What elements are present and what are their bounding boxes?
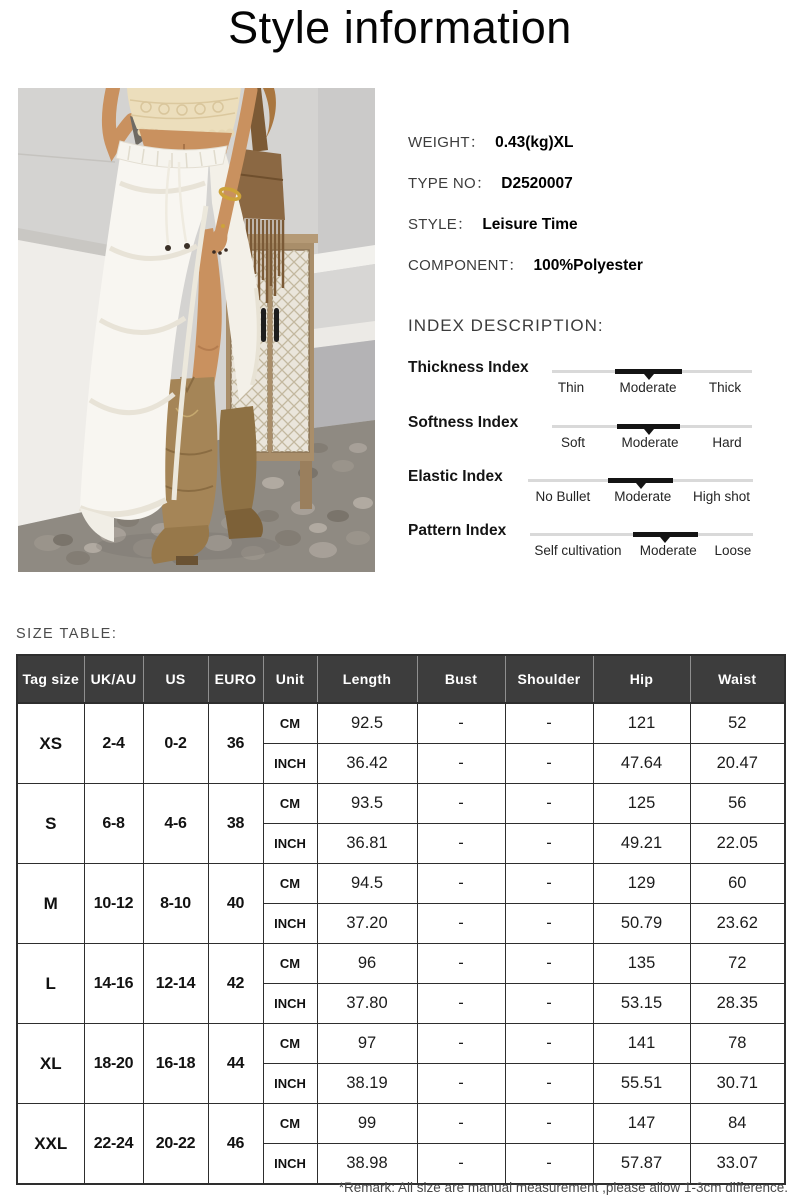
shoulder-cell: - bbox=[505, 864, 593, 904]
shoulder-cell: - bbox=[505, 984, 593, 1024]
bust-cell: - bbox=[417, 984, 505, 1024]
length-cell: 36.81 bbox=[317, 824, 417, 864]
spec-value: 0.43(kg)XL bbox=[495, 134, 574, 151]
length-cell: 38.98 bbox=[317, 1144, 417, 1185]
us-cell: 8-10 bbox=[143, 864, 208, 944]
table-row bbox=[17, 1104, 785, 1144]
length-cell: 92.5 bbox=[317, 703, 417, 744]
index-label: Softness Index bbox=[408, 414, 519, 431]
size-group-xxl bbox=[17, 1104, 785, 1185]
spec-component bbox=[408, 254, 643, 275]
tag-size-cell: M bbox=[17, 864, 84, 944]
spec-type-no bbox=[408, 172, 573, 193]
product-info-panel bbox=[408, 0, 786, 590]
index-slider bbox=[530, 520, 753, 566]
bust-cell: - bbox=[417, 784, 505, 824]
size-group-s bbox=[17, 784, 785, 864]
index-label: Pattern Index bbox=[408, 522, 507, 539]
col-unit: Unit bbox=[263, 655, 317, 703]
hip-cell: 129 bbox=[593, 864, 690, 904]
slider-option: Loose bbox=[714, 543, 752, 558]
table-row bbox=[17, 1024, 785, 1064]
size-group-xl bbox=[17, 1024, 785, 1104]
length-cell: 37.20 bbox=[317, 904, 417, 944]
size-table-header bbox=[17, 655, 785, 703]
unit-cell: INCH bbox=[263, 904, 317, 944]
hip-cell: 121 bbox=[593, 703, 690, 744]
unit-cell: CM bbox=[263, 864, 317, 904]
euro-cell: 36 bbox=[208, 703, 263, 784]
slider-option: Moderate bbox=[639, 543, 697, 558]
euro-cell: 42 bbox=[208, 944, 263, 1024]
us-cell: 0-2 bbox=[143, 703, 208, 784]
shoulder-cell: - bbox=[505, 703, 593, 744]
shoulder-cell: - bbox=[505, 1024, 593, 1064]
index-row-softness bbox=[408, 412, 786, 458]
slider-option: Hard bbox=[712, 435, 742, 450]
slider-option: Moderate bbox=[621, 435, 679, 450]
shoulder-cell: - bbox=[505, 904, 593, 944]
shoulder-cell: - bbox=[505, 1144, 593, 1185]
length-cell: 94.5 bbox=[317, 864, 417, 904]
page-title: Style information bbox=[228, 2, 572, 53]
uk-au-cell: 22-24 bbox=[84, 1104, 143, 1185]
header-row bbox=[17, 655, 785, 703]
col-length: Length bbox=[317, 655, 417, 703]
length-cell: 96 bbox=[317, 944, 417, 984]
tag-size-cell: L bbox=[17, 944, 84, 1024]
shoulder-cell: - bbox=[505, 944, 593, 984]
bust-cell: - bbox=[417, 1064, 505, 1104]
uk-au-cell: 6-8 bbox=[84, 784, 143, 864]
index-description-heading: INDEX DESCRIPTION: bbox=[408, 316, 604, 335]
us-cell: 20-22 bbox=[143, 1104, 208, 1185]
waist-cell: 60 bbox=[690, 864, 785, 904]
index-slider bbox=[552, 357, 752, 403]
spec-label: COMPONENT： bbox=[408, 257, 524, 274]
spec-label: TYPE NO： bbox=[408, 175, 492, 192]
waist-cell: 30.71 bbox=[690, 1064, 785, 1104]
waist-cell: 28.35 bbox=[690, 984, 785, 1024]
size-group-m bbox=[17, 864, 785, 944]
spec-value: 100%Polyester bbox=[533, 257, 643, 274]
shoulder-cell: - bbox=[505, 1064, 593, 1104]
waist-cell: 84 bbox=[690, 1104, 785, 1144]
model-photo-illustration bbox=[18, 88, 375, 572]
bust-cell: - bbox=[417, 824, 505, 864]
slider-option: Self cultivation bbox=[534, 543, 622, 558]
slider-active-segment bbox=[615, 369, 682, 374]
col-shoulder: Shoulder bbox=[505, 655, 593, 703]
slider-option: Soft bbox=[560, 435, 586, 450]
tag-size-cell: XXL bbox=[17, 1104, 84, 1185]
uk-au-cell: 18-20 bbox=[84, 1024, 143, 1104]
bust-cell: - bbox=[417, 944, 505, 984]
unit-cell: CM bbox=[263, 784, 317, 824]
uk-au-cell: 10-12 bbox=[84, 864, 143, 944]
unit-cell: CM bbox=[263, 1024, 317, 1064]
col-bust: Bust bbox=[417, 655, 505, 703]
waist-cell: 22.05 bbox=[690, 824, 785, 864]
index-label: Thickness Index bbox=[408, 359, 529, 376]
slider-option: Thick bbox=[708, 380, 742, 395]
table-row bbox=[17, 784, 785, 824]
shoulder-cell: - bbox=[505, 824, 593, 864]
slider-active-segment bbox=[617, 424, 680, 429]
waist-cell: 72 bbox=[690, 944, 785, 984]
us-cell: 4-6 bbox=[143, 784, 208, 864]
bust-cell: - bbox=[417, 744, 505, 784]
col-uk-au: UK/AU bbox=[84, 655, 143, 703]
unit-cell: INCH bbox=[263, 1064, 317, 1104]
euro-cell: 40 bbox=[208, 864, 263, 944]
uk-au-cell: 14-16 bbox=[84, 944, 143, 1024]
size-group-xs bbox=[17, 703, 785, 784]
hip-cell: 47.64 bbox=[593, 744, 690, 784]
hip-cell: 135 bbox=[593, 944, 690, 984]
index-row-elastic bbox=[408, 466, 786, 512]
slider-option: Moderate bbox=[619, 380, 677, 395]
slider-active-segment bbox=[633, 532, 699, 537]
spec-weight bbox=[408, 131, 573, 152]
index-label: Elastic Index bbox=[408, 468, 503, 485]
index-slider bbox=[552, 412, 752, 458]
waist-cell: 52 bbox=[690, 703, 785, 744]
bust-cell: - bbox=[417, 864, 505, 904]
spec-value: Leisure Time bbox=[482, 216, 578, 233]
us-cell: 16-18 bbox=[143, 1024, 208, 1104]
bust-cell: - bbox=[417, 1024, 505, 1064]
euro-cell: 38 bbox=[208, 784, 263, 864]
slider-option: No Bullet bbox=[535, 489, 591, 504]
waist-cell: 78 bbox=[690, 1024, 785, 1064]
remark-note: *Remark: All size are manual measurement ,please allow 1-3cm difference. bbox=[338, 1180, 788, 1195]
col-hip: Hip bbox=[593, 655, 690, 703]
table-row bbox=[17, 944, 785, 984]
size-group-l bbox=[17, 944, 785, 1024]
length-cell: 99 bbox=[317, 1104, 417, 1144]
spec-value: D2520007 bbox=[501, 175, 573, 192]
product-photo bbox=[18, 88, 375, 572]
unit-cell: CM bbox=[263, 944, 317, 984]
unit-cell: INCH bbox=[263, 984, 317, 1024]
spec-label: STYLE： bbox=[408, 216, 473, 233]
index-slider bbox=[528, 466, 753, 512]
unit-cell: INCH bbox=[263, 824, 317, 864]
shoulder-cell: - bbox=[505, 1104, 593, 1144]
length-cell: 37.80 bbox=[317, 984, 417, 1024]
hip-cell: 57.87 bbox=[593, 1144, 690, 1185]
slider-active-segment bbox=[608, 478, 673, 483]
hip-cell: 49.21 bbox=[593, 824, 690, 864]
unit-cell: INCH bbox=[263, 1144, 317, 1185]
length-cell: 38.19 bbox=[317, 1064, 417, 1104]
us-cell: 12-14 bbox=[143, 944, 208, 1024]
shoulder-cell: - bbox=[505, 744, 593, 784]
size-table bbox=[16, 654, 786, 1185]
col-us: US bbox=[143, 655, 208, 703]
euro-cell: 46 bbox=[208, 1104, 263, 1185]
hip-cell: 125 bbox=[593, 784, 690, 824]
shoulder-cell: - bbox=[505, 784, 593, 824]
slider-option: Thin bbox=[557, 380, 585, 395]
length-cell: 93.5 bbox=[317, 784, 417, 824]
index-row-thickness bbox=[408, 357, 786, 403]
uk-au-cell: 2-4 bbox=[84, 703, 143, 784]
waist-cell: 33.07 bbox=[690, 1144, 785, 1185]
slider-option: High shot bbox=[692, 489, 751, 504]
hip-cell: 50.79 bbox=[593, 904, 690, 944]
bust-cell: - bbox=[417, 1144, 505, 1185]
bust-cell: - bbox=[417, 1104, 505, 1144]
tag-size-cell: XS bbox=[17, 703, 84, 784]
hip-cell: 147 bbox=[593, 1104, 690, 1144]
tag-size-cell: XL bbox=[17, 1024, 84, 1104]
length-cell: 36.42 bbox=[317, 744, 417, 784]
hip-cell: 141 bbox=[593, 1024, 690, 1064]
waist-cell: 56 bbox=[690, 784, 785, 824]
col-tag-size: Tag size bbox=[17, 655, 84, 703]
table-row bbox=[17, 703, 785, 744]
bust-cell: - bbox=[417, 904, 505, 944]
bust-cell: - bbox=[417, 703, 505, 744]
size-table-heading: SIZE TABLE: bbox=[16, 626, 118, 642]
length-cell: 97 bbox=[317, 1024, 417, 1064]
unit-cell: CM bbox=[263, 703, 317, 744]
spec-label: WEIGHT： bbox=[408, 134, 486, 151]
hip-cell: 55.51 bbox=[593, 1064, 690, 1104]
col-euro: EURO bbox=[208, 655, 263, 703]
slider-option: Moderate bbox=[614, 489, 672, 504]
hip-cell: 53.15 bbox=[593, 984, 690, 1024]
euro-cell: 44 bbox=[208, 1024, 263, 1104]
col-waist: Waist bbox=[690, 655, 785, 703]
waist-cell: 20.47 bbox=[690, 744, 785, 784]
unit-cell: INCH bbox=[263, 744, 317, 784]
waist-cell: 23.62 bbox=[690, 904, 785, 944]
table-row bbox=[17, 864, 785, 904]
index-row-pattern bbox=[408, 520, 786, 566]
tag-size-cell: S bbox=[17, 784, 84, 864]
spec-style bbox=[408, 213, 578, 234]
unit-cell: CM bbox=[263, 1104, 317, 1144]
